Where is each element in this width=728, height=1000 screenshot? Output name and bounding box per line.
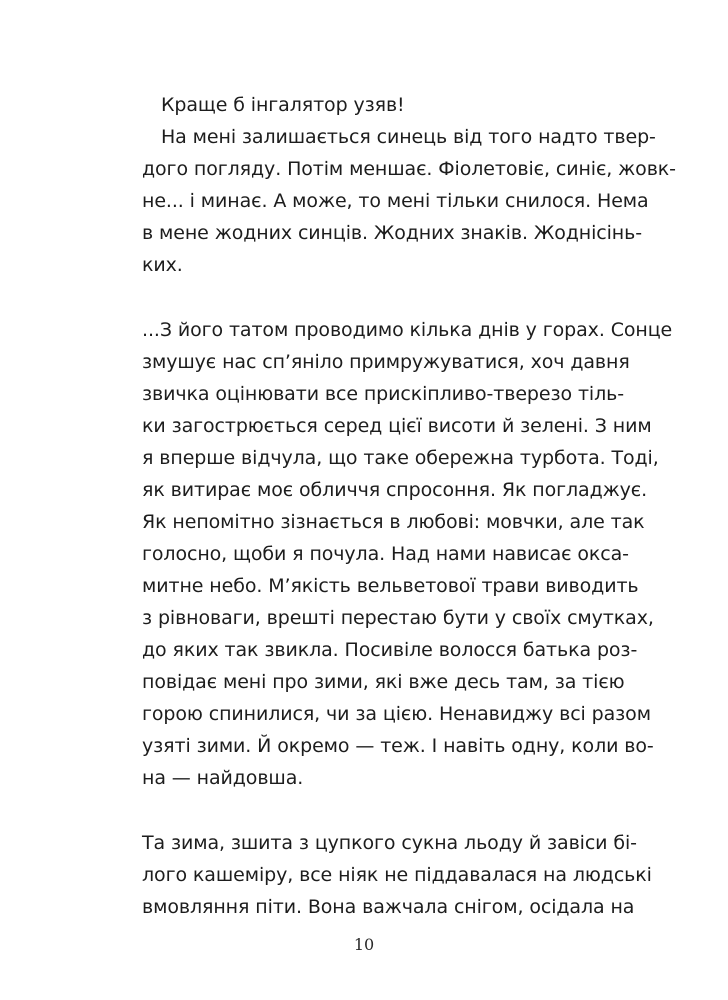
text-line: я вперше відчула, що таке обережна турбота. Тоді, xyxy=(142,447,659,469)
text-line: Краще б інгалятор узяв! xyxy=(161,94,405,116)
text-line: ки загострюється серед цієї висоти й зелені. З ним xyxy=(142,415,652,437)
text-line: не... і минає. А може, то мені тільки снилося. Нема xyxy=(142,190,649,212)
text-line: як витирає моє обличчя спросоння. Як погладжує. xyxy=(142,479,648,501)
text-line: голосно, щоби я почула. Над нами нависає оксa- xyxy=(142,543,629,565)
page-number: 10 xyxy=(353,935,375,954)
text-line: Та зима, зшита з цупкого сукна льоду й завіси бі- xyxy=(142,832,637,854)
text-line: ких. xyxy=(142,254,183,276)
text-line: звичка оцінювати все прискіпливо-тверезо тіль- xyxy=(142,383,624,405)
text-line: повідає мені про зими, які вже десь там, за тією xyxy=(142,671,625,693)
text-line: до яких так звикла. Посивіле волосся батька роз- xyxy=(142,639,638,661)
text-line: дого погляду. Потім меншає. Фіолетовіє, синіє, жовк- xyxy=(142,158,676,180)
text-line: лого кашеміру, все ніяк не піддавалася на людські xyxy=(142,864,652,886)
text-line: в мене жодних синців. Жодних знаків. Жоднісінь- xyxy=(142,222,642,244)
text-line: Як непомітно зізнається в любові: мовчки, але так xyxy=(142,511,645,533)
text-line: змушує нас сп’яніло примружуватися, хоч давня xyxy=(142,351,630,373)
text-line: горою спинилися, чи за цією. Ненавиджу всі разом xyxy=(142,703,651,725)
text-line: митне небо. М’якість вельветової трави виводить xyxy=(142,575,639,597)
text-line: з рівноваги, врешті перестаю бути у своїх смутках, xyxy=(142,607,654,629)
text-line: На мені залишається синець від того надто твер- xyxy=(161,126,656,148)
text-line: узяті зими. Й окремо — теж. І навіть одну, коли во- xyxy=(142,735,654,757)
text-line: ...З його татом проводимо кілька днів у горах. Сонце xyxy=(142,319,673,341)
text-line: вмовляння піти. Вона важчала снігом, осідала на xyxy=(142,896,635,918)
text-line: на — найдовша. xyxy=(142,767,304,789)
